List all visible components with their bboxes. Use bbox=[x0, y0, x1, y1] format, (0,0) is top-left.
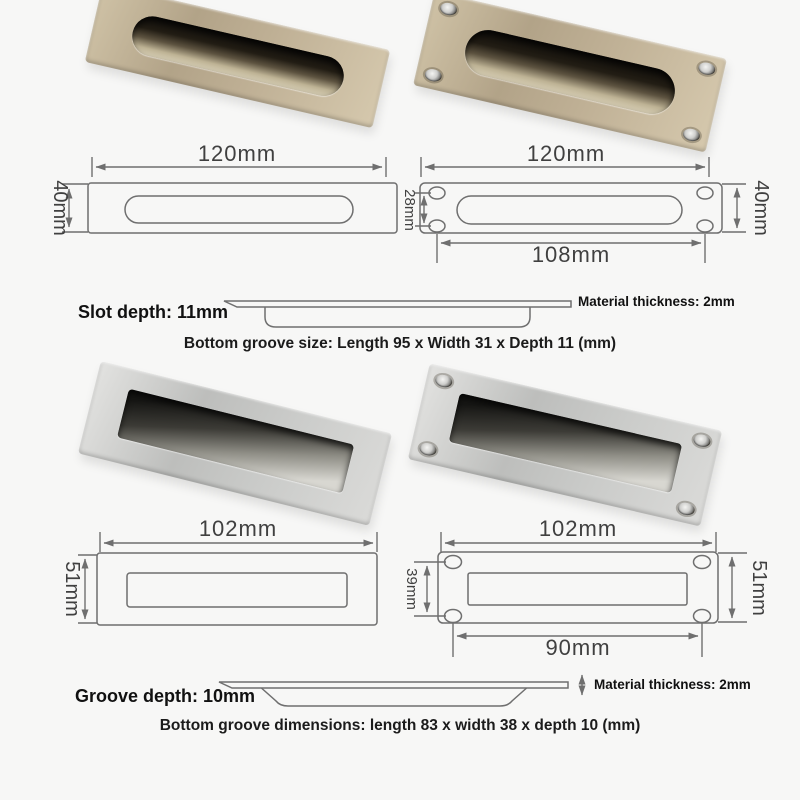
hole bbox=[697, 220, 713, 232]
groove-dimensions-caption: Bottom groove dimensions: length 83 x width 38 x depth 10 (mm) bbox=[159, 717, 641, 734]
drawing-mount-102 bbox=[403, 516, 770, 660]
groove-profile bbox=[265, 305, 530, 327]
profile-groove-depth bbox=[219, 675, 582, 706]
material-thickness-label: Material thickness: 2mm bbox=[594, 677, 751, 692]
slot-outline bbox=[125, 196, 353, 223]
hole bbox=[445, 556, 462, 569]
plate-profile bbox=[219, 682, 568, 688]
dim-width-label: 102mm bbox=[198, 516, 278, 541]
profile-slot-depth bbox=[224, 301, 571, 327]
dim-height-label: 51mm bbox=[748, 560, 770, 616]
hole bbox=[429, 187, 445, 199]
drawing-mount-120 bbox=[401, 141, 772, 267]
plate-outline bbox=[420, 183, 722, 233]
dim-hole-pitch-v-label: 39mm bbox=[403, 568, 420, 610]
hole bbox=[694, 556, 711, 569]
plate-outline bbox=[438, 552, 718, 623]
dim-height-label: 40mm bbox=[49, 180, 71, 236]
groove-depth-label: Groove depth: 10mm bbox=[75, 686, 256, 706]
plate-outline bbox=[97, 553, 377, 625]
hole bbox=[694, 610, 711, 623]
dim-width-label: 120mm bbox=[526, 141, 606, 166]
drawing-front-102 bbox=[61, 516, 377, 625]
dim-height-label: 51mm bbox=[61, 561, 83, 617]
plate-outline bbox=[88, 183, 397, 233]
material-thickness-label: Material thickness: 2mm bbox=[578, 294, 735, 309]
drawing-front-120 bbox=[49, 141, 397, 236]
dim-hole-pitch-h-label: 108mm bbox=[531, 242, 611, 267]
slot-outline bbox=[127, 573, 347, 607]
slot-depth-label: Slot depth: 11mm bbox=[78, 302, 229, 322]
dim-hole-pitch-v-label: 28mm bbox=[401, 189, 418, 231]
slot-outline bbox=[457, 196, 682, 224]
dim-height-label: 40mm bbox=[750, 180, 772, 236]
hole bbox=[445, 610, 462, 623]
groove-size-caption: Bottom groove size: Length 95 x Width 31 x Depth 11 (mm) bbox=[183, 335, 617, 352]
dim-width-label: 120mm bbox=[197, 141, 277, 166]
dim-width-label: 102mm bbox=[538, 516, 618, 541]
hole bbox=[697, 187, 713, 199]
slot-outline bbox=[468, 573, 687, 605]
dim-hole-pitch-h-label: 90mm bbox=[545, 635, 611, 660]
hole bbox=[429, 220, 445, 232]
plate-profile bbox=[224, 301, 571, 307]
